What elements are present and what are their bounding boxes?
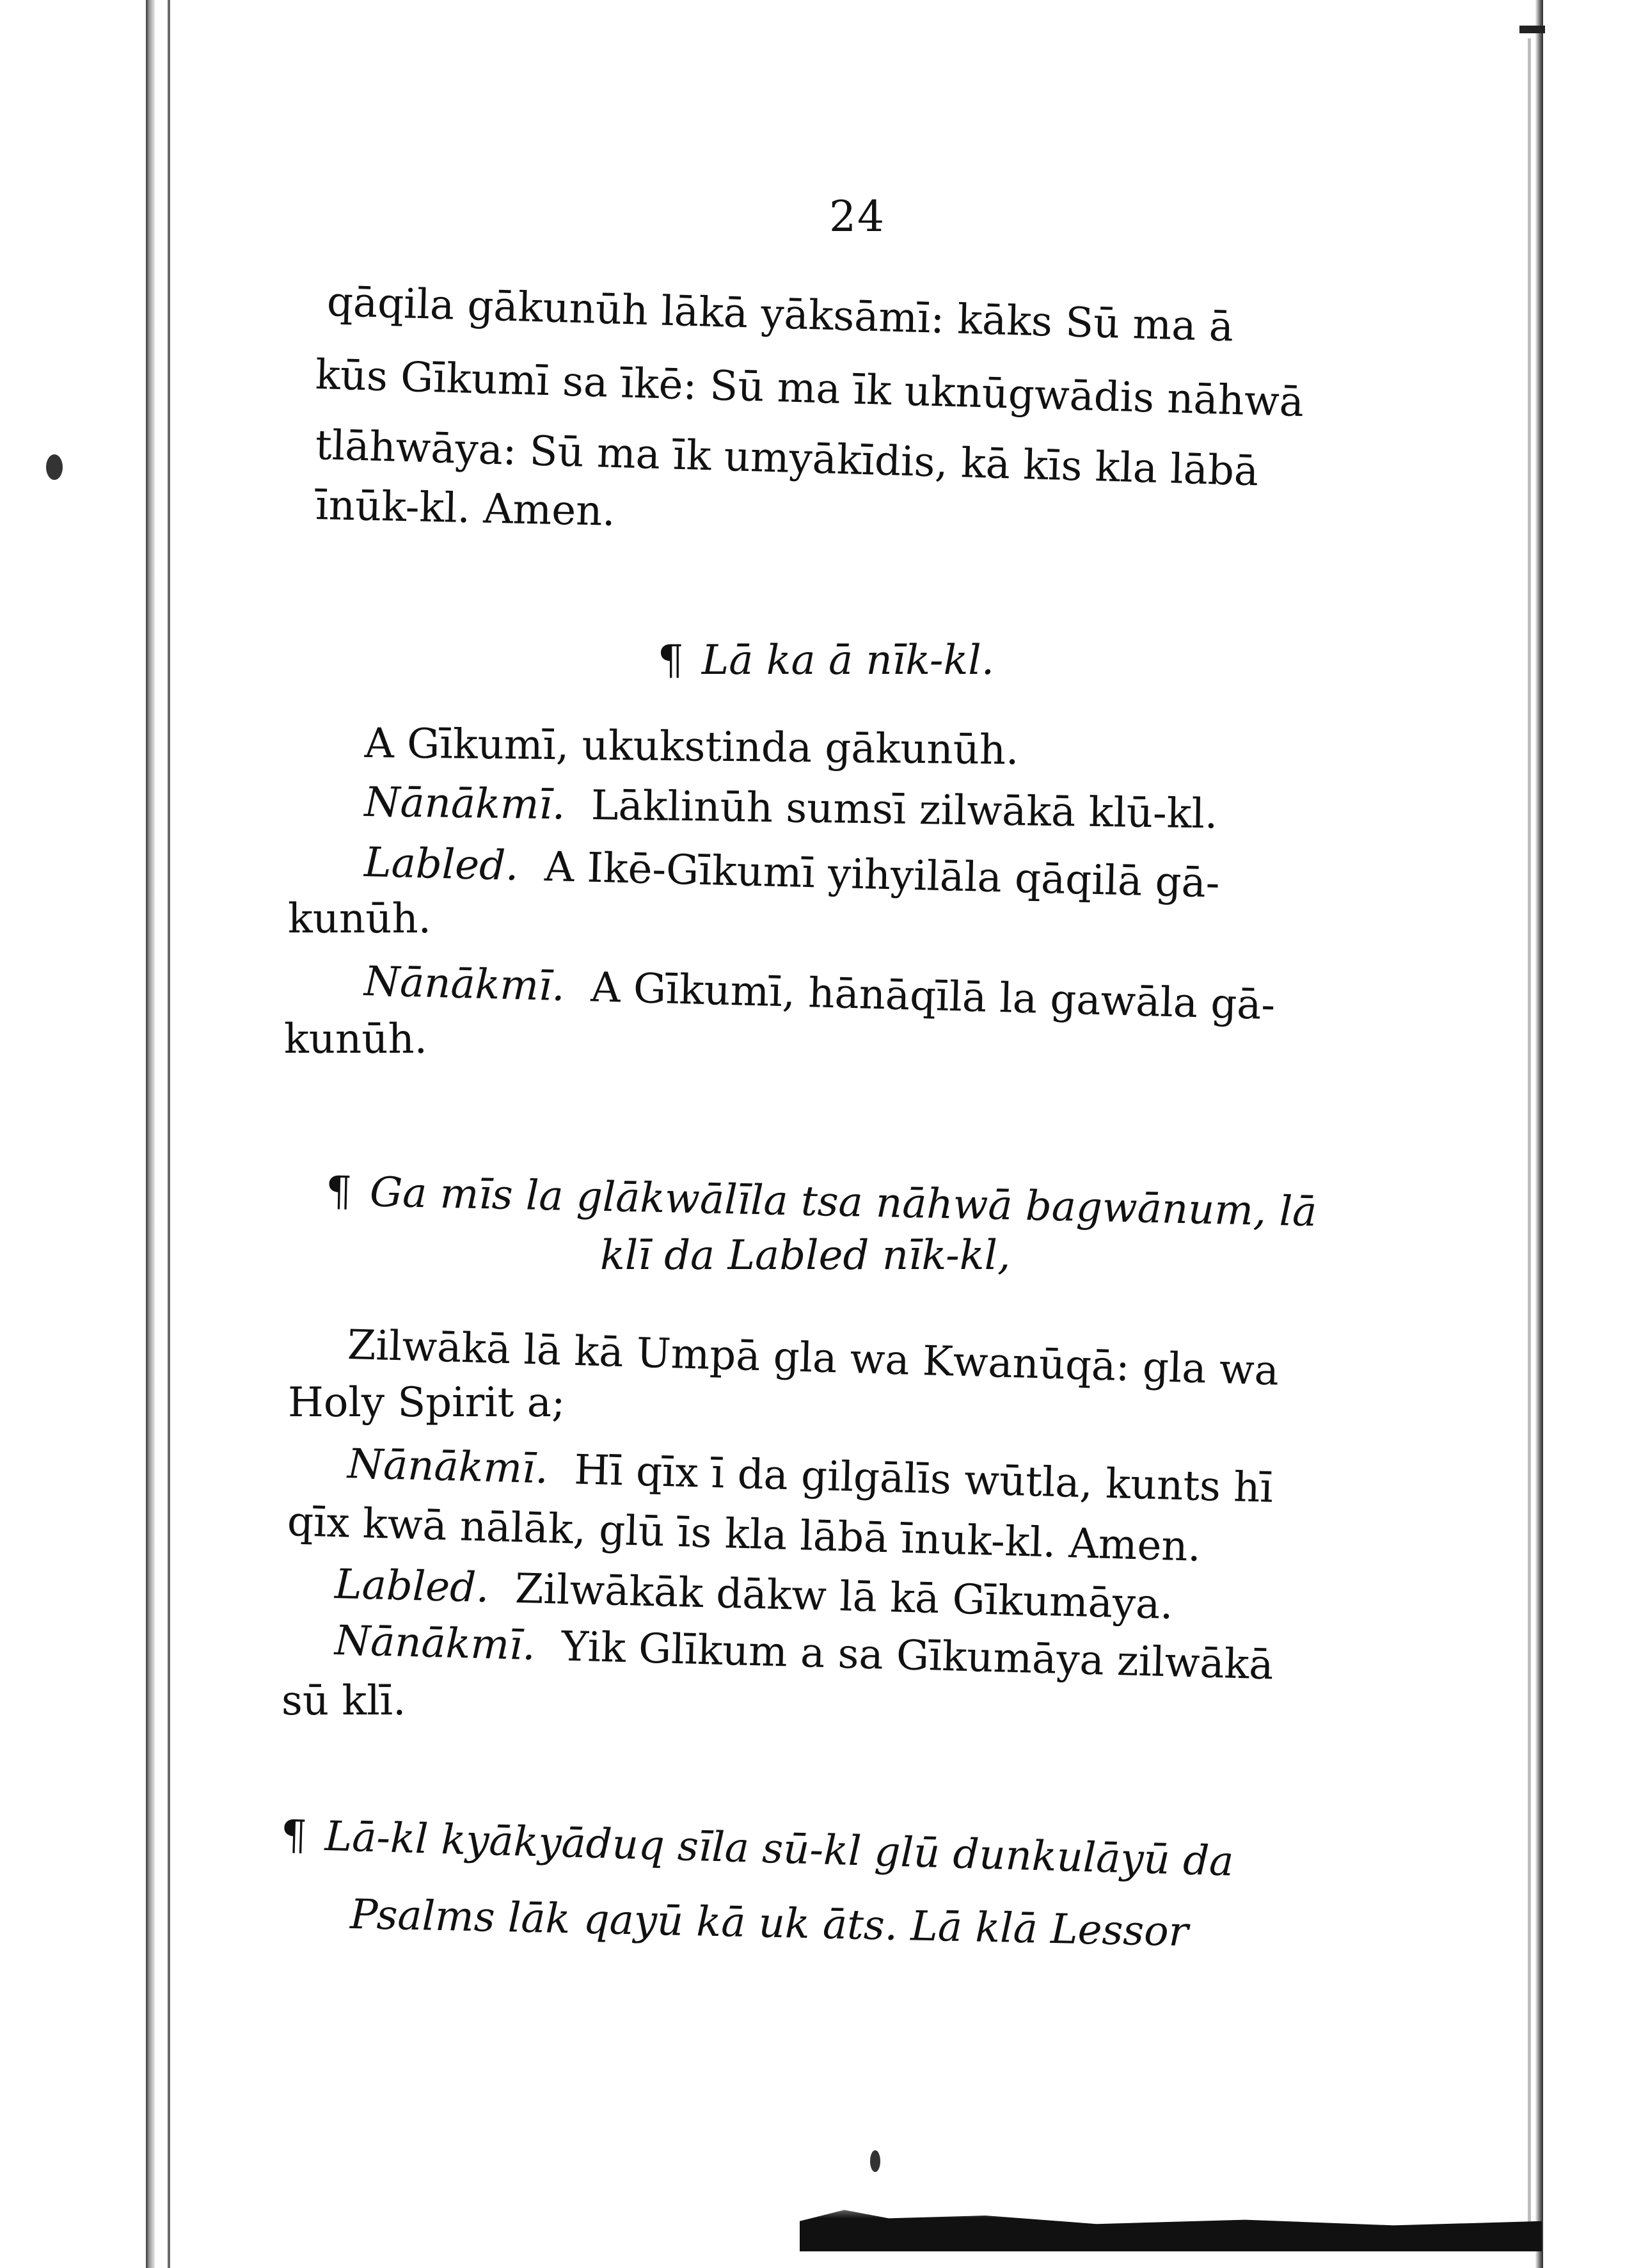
speaker-label: Nānākmī.	[364, 779, 566, 829]
page-binding-line	[168, 0, 170, 2268]
speaker-label: Nānākmī.	[334, 1617, 536, 1670]
page-fore-edge-line	[1528, 38, 1531, 2240]
scan-speck	[870, 2150, 880, 2172]
text-line	[364, 779, 1218, 838]
scan-artifact	[1519, 26, 1545, 33]
heading-text: Lā-kl kyākyāduq sīla sū-kl glū dunkulāyū da	[324, 1812, 1235, 1886]
paragraph-line: īnūk-kl. Amen.	[315, 482, 616, 536]
pilcrow-icon: ¶	[325, 1168, 353, 1216]
line-text: Lāklinūh sumsī zilwākā klū-kl.	[591, 781, 1218, 838]
text-line: A Gīkumī, ukukstinda gākunūh.	[364, 720, 1019, 774]
margin-left	[0, 0, 146, 2268]
speaker-label: Nānākmī.	[347, 1441, 549, 1494]
pilcrow-icon: ¶	[280, 1812, 308, 1860]
speaker-label: Nānākmī.	[363, 958, 566, 1011]
line-text: Yik Glīkum a sa Gīkumāya zilwākā	[560, 1623, 1274, 1689]
heading-text: Ga mīs la glākwālīla tsa nāhwā bagwānum, lā	[369, 1169, 1318, 1236]
line-text: Hī qīx ī da gilgālīs wūtla, kunts hī	[573, 1446, 1274, 1512]
text-line: qīx kwā nālāk, glū īs kla lābā īnuk-kl. Amen.	[287, 1498, 1201, 1571]
paragraph-line: qāqila gākunūh lākā yāksāmī: kāks Sū ma ā	[326, 278, 1234, 351]
scan-speck	[46, 454, 63, 480]
text-line: kunūh.	[288, 895, 431, 943]
line-text: A Ikē-Gīkumī yihyilāla qāqilā gā-	[544, 843, 1221, 907]
page-fore-edge	[1535, 0, 1543, 2268]
section-heading-line2: Psalms lāk qayū kā uk āts. Lā klā Lessor	[349, 1891, 1189, 1956]
text-line: Zilwākā lā kā Umpā gla wa Kwanūqā: gla wa	[347, 1322, 1280, 1395]
speaker-label: Labled.	[363, 839, 519, 890]
text-line: sū klī.	[281, 1677, 406, 1725]
pilcrow-icon: ¶	[658, 637, 684, 684]
speaker-label: Labled.	[334, 1561, 490, 1612]
line-text: A Gīkumī, hānāqīlā la gawāla gā-	[590, 964, 1276, 1030]
scan-artifact-bottom-bar	[800, 2226, 1542, 2251]
margin-right	[1543, 0, 1625, 2268]
text-line: kunūh.	[284, 1016, 427, 1063]
text-line: Holy Spirit a;	[288, 1379, 566, 1426]
page-number: 24	[829, 192, 885, 241]
heading-text: Lā ka ā nīk-kl.	[701, 637, 995, 684]
paragraph-line: kūs Gīkumī sa īkē: Sū ma īk uknūgwādis nāhwā	[315, 351, 1304, 427]
section-heading	[658, 637, 995, 684]
page-binding-edge	[146, 0, 155, 2268]
section-heading-line2: klī da Labled nīk-kl,	[600, 1232, 1011, 1279]
paragraph-line: tlāhwāya: Sū ma īk umyākīdis, kā kīs kla lābā	[315, 422, 1260, 496]
line-text: Zilwākāk dākw lā kā Gīkumāya.	[514, 1565, 1174, 1629]
